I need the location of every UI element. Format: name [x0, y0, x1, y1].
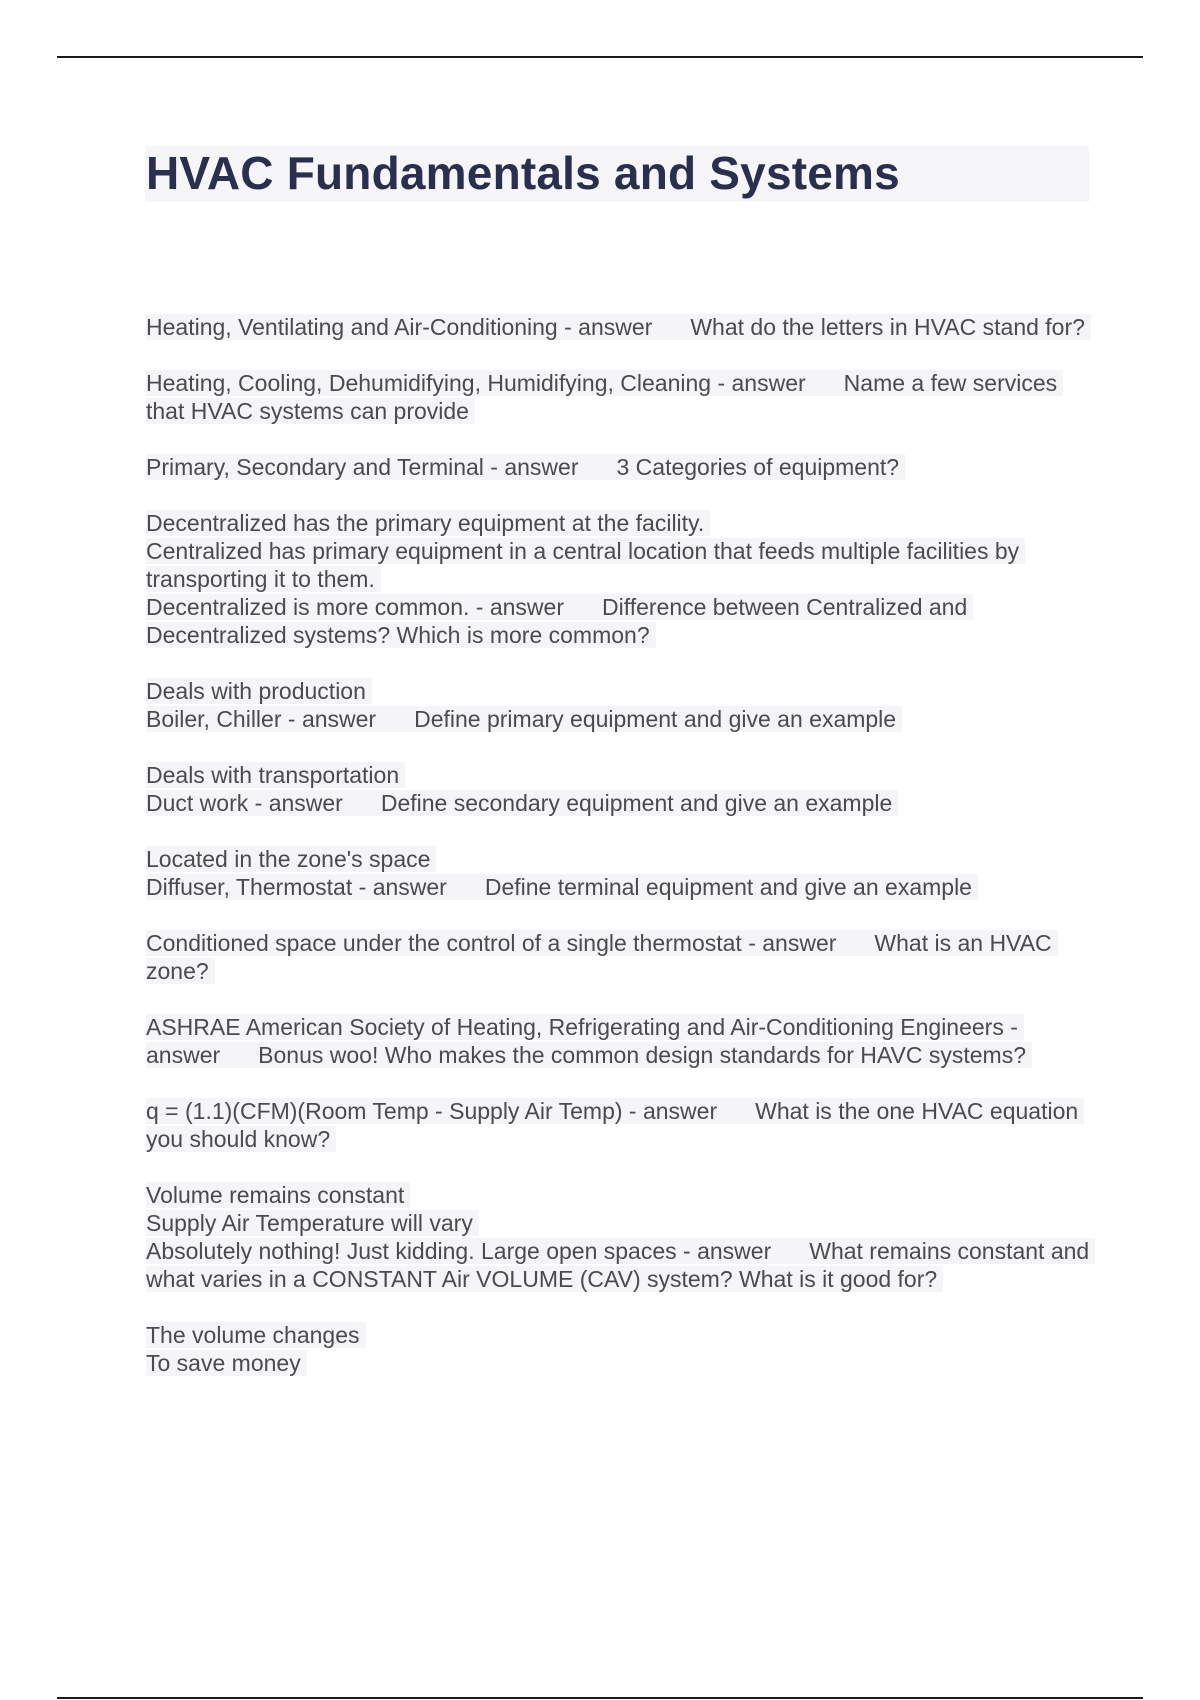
answer-label: - answer — [622, 1098, 718, 1124]
card-answer-line: q = (1.1)(CFM)(Room Temp - Supply Air Temp) — [146, 1098, 623, 1124]
flashcard — [146, 929, 1091, 985]
card-answer-line: Deals with production — [146, 678, 372, 704]
card-question: What remains constant and what varies in a CONSTANT Air VOLUME (CAV) system? What is it good for? — [146, 1238, 1090, 1292]
card-answer-line: Decentralized is more common. — [146, 594, 470, 620]
card-question: 3 Categories of equipment? — [616, 454, 900, 480]
card-question: Bonus woo! Who makes the common design standards for HAVC systems? — [258, 1042, 1027, 1068]
answer-label: - answer — [469, 594, 564, 620]
card-question: Name a few services that HVAC systems can provide — [146, 370, 1058, 424]
flashcard — [146, 1321, 1091, 1377]
answer-label: - answer — [352, 874, 447, 900]
card-question: Define secondary equipment and give an example — [380, 790, 893, 816]
answer-label: - answer — [711, 370, 806, 396]
card-answer-line: Boiler, Chiller — [146, 706, 282, 732]
flashcard — [146, 761, 1091, 817]
card-answer-line: Conditioned space under the control of a single thermostat — [146, 930, 742, 956]
card-answer-line: Supply Air Temperature will vary — [146, 1210, 479, 1236]
card-answer-line: Heating, Ventilating and Air-Conditioning — [146, 314, 558, 340]
card-question: What do the letters in HVAC stand for? — [690, 314, 1085, 340]
flashcard — [146, 1097, 1091, 1153]
flashcard — [146, 313, 1091, 341]
top-rule — [57, 56, 1143, 58]
card-question: Difference between Centralized and Decentralized systems? Which is more common? — [146, 594, 968, 648]
card-answer-line: To save money — [146, 1350, 307, 1376]
card-question: Define terminal equipment and give an example — [484, 874, 972, 900]
card-answer-line: Primary, Secondary and Terminal — [146, 454, 484, 480]
answer-label: - answer — [676, 1238, 772, 1264]
flashcard-list — [146, 313, 1091, 1405]
flashcard — [146, 1181, 1091, 1293]
card-answer-line: Volume remains constant — [146, 1182, 410, 1208]
answer-label: - answer — [146, 1014, 1018, 1068]
answer-label: - answer — [741, 930, 837, 956]
card-answer-line: Diffuser, Thermostat — [146, 874, 353, 900]
flashcard — [146, 453, 1091, 481]
flashcard — [146, 369, 1091, 425]
answer-label: - answer — [281, 706, 377, 732]
card-answer-line: Located in the zone's space — [146, 846, 436, 872]
card-question: Define primary equipment and give an example — [414, 706, 897, 732]
card-answer-line: Centralized has primary equipment in a central location that feeds multiple facilities by transporting it to them. — [146, 538, 1025, 592]
answer-label: - answer — [483, 454, 579, 480]
flashcard — [146, 677, 1091, 733]
card-answer-line: ASHRAE American Society of Heating, Refrigerating and Air-Conditioning Engineers — [146, 1014, 1004, 1040]
card-answer-line: Absolutely nothing! Just kidding. Large open spaces — [146, 1238, 677, 1264]
document-title: HVAC Fundamentals and Systems — [146, 147, 900, 199]
card-answer-line: The volume changes — [146, 1322, 366, 1348]
card-answer-line: Heating, Cooling, Dehumidifying, Humidifying, Cleaning — [146, 370, 712, 396]
card-question: What is an HVAC zone? — [146, 930, 1052, 984]
answer-label: - answer — [248, 790, 343, 816]
answer-label: - answer — [557, 314, 653, 340]
flashcard — [146, 845, 1091, 901]
flashcard — [146, 509, 1091, 649]
card-answer-line: Decentralized has the primary equipment at the facility. — [146, 510, 710, 536]
card-answer-line: Duct work — [146, 790, 249, 816]
card-answer-line: Deals with transportation — [146, 762, 405, 788]
card-question: What is the one HVAC equation you should know? — [146, 1098, 1079, 1152]
flashcard — [146, 1013, 1091, 1069]
bottom-rule — [57, 1697, 1143, 1699]
